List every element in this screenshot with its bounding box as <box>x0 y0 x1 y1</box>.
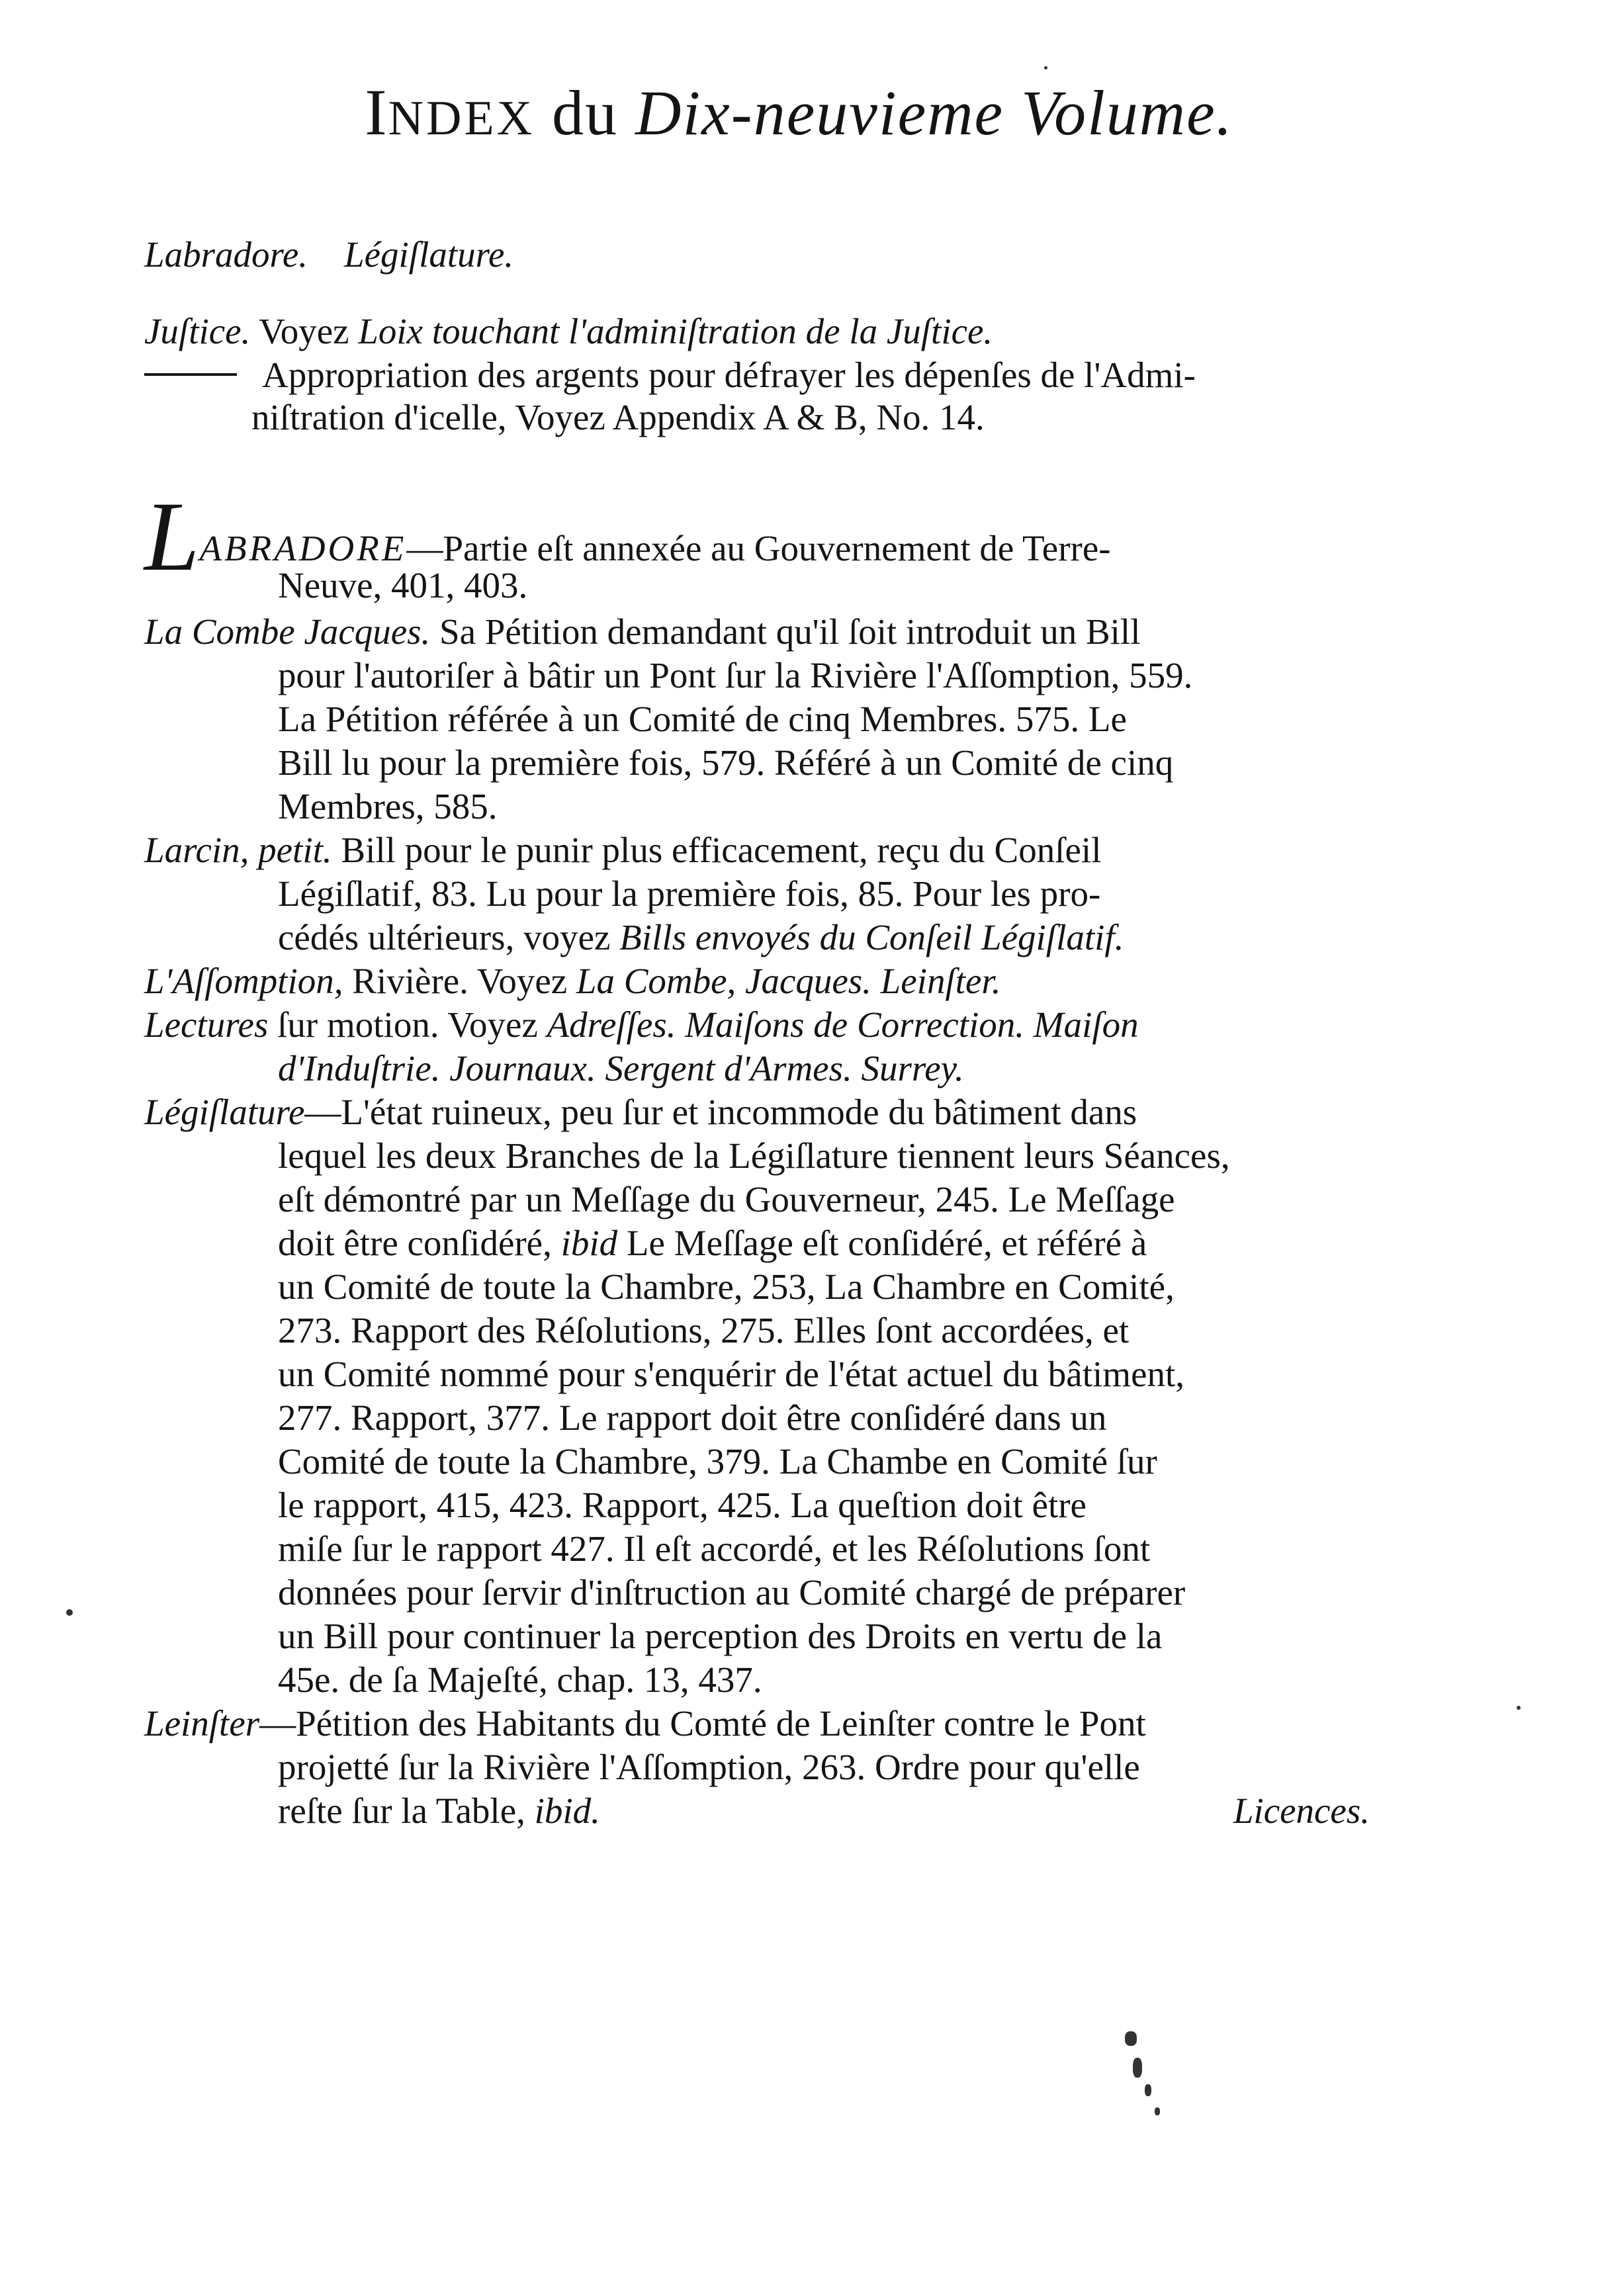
entry-larcin-line3: cédés ultérieurs, voyez Bills envoyés du Conſeil Légiſlatif. <box>278 917 1124 957</box>
title-volume: Dix-neuvieme Volume. <box>635 77 1233 148</box>
scan-speck <box>1044 66 1047 69</box>
running-head-left: Labradore. <box>144 234 308 275</box>
entry-legislature-line2: lequel les deux Branches de la Légiſlature tiennent leurs Séances, <box>278 1135 1230 1176</box>
entry-leinster-line3: reſte ſur la Table, ibid. <box>278 1790 600 1831</box>
entry-head: Légiſlature <box>144 1092 305 1132</box>
entry-leinster-line2: projetté ſur la Rivière l'Aſſomption, 263. Ordre pour qu'elle <box>278 1747 1140 1787</box>
entry-legislature-line6: 273. Rapport des Réſolutions, 275. Elles ſont accordées, et <box>278 1310 1130 1350</box>
entry-head: Lectures <box>144 1004 269 1045</box>
entry-la-combe-line5: Membres, 585. <box>278 786 498 826</box>
entry-head: La Combe Jacques. <box>144 611 431 652</box>
entry-larcin-line2: Légiſlatif, 83. Lu pour la première fois, 85. Pour les pro- <box>278 873 1101 914</box>
running-heads <box>144 233 513 277</box>
entry-justice-sub-cont: niſtration d'icelle, Voyez Appendix A & B, No. 14. <box>251 397 985 437</box>
entry-head: ABRADORE <box>199 528 407 568</box>
catchword: Licences. <box>1233 1790 1370 1831</box>
entry-legislature-line9: Comité de toute la Chambre, 379. La Chambe en Comité ſur <box>278 1441 1157 1481</box>
entry-head: Juſtice. <box>144 311 251 351</box>
entry-legislature-line3: eſt démontré par un Meſſage du Gouverneur, 245. Le Meſſage <box>278 1179 1175 1219</box>
entry-legislature-line13: un Bill pour continuer la perception des Droits en vertu de la <box>278 1616 1163 1656</box>
entry-lectures-line2: d'Induſtrie. Journaux. Sergent d'Armes. Surrey. <box>278 1048 964 1088</box>
scan-blot <box>1145 2084 1151 2096</box>
entry-legislature-line11: miſe ſur le rapport 427. Il eſt accordé, et les Réſolutions ſont <box>278 1528 1151 1569</box>
entry-leinster: Leinſter—Pétition des Habitants du Comté de Leinſter contre le Pont <box>144 1703 1146 1744</box>
scan-blot <box>1155 2107 1160 2115</box>
title-du: du <box>552 77 619 148</box>
entry-labradore-cont: Neuve, 401, 403. <box>278 565 528 605</box>
entry-lectures: Lectures ſur motion. Voyez Adreſſes. Maiſons de Correction. Maiſon <box>144 1004 1139 1045</box>
entry-head: L'Aſſomption, <box>144 961 343 1001</box>
entry-assomption: L'Aſſomption, Rivière. Voyez La Combe, Jacques. Leinſter. <box>144 961 1001 1001</box>
entry-head: Leinſter <box>144 1703 260 1744</box>
page-title <box>0 74 1598 150</box>
entry-legislature-line10: le rapport, 415, 423. Rapport, 425. La queſtion doit être <box>278 1485 1087 1525</box>
running-head-right: Légiſlature. <box>344 234 514 275</box>
entry-legislature-line14: 45e. de ſa Majeſté, chap. 13, 437. <box>278 1659 762 1700</box>
entry-legislature-line7: un Comité nommé pour s'enquérir de l'état actuel du bâtiment, <box>278 1354 1185 1394</box>
entry-legislature-line5: un Comité de toute la Chambre, 253, La Chambre en Comité, <box>278 1266 1175 1307</box>
entry-legislature: Légiſlature—L'état ruineux, peu ſur et incommode du bâtiment dans <box>144 1092 1137 1132</box>
entry-labradore: LABRADORE—Partie eſt annexée au Gouvernement de Terre- <box>144 482 1111 592</box>
scan-speck <box>66 1609 73 1616</box>
entry-larcin: Larcin, petit. Bill pour le punir plus efficacement, reçu du Conſeil <box>144 830 1102 870</box>
entry-la-combe-line2: pour l'autoriſer à bâtir un Pont ſur la Rivière l'Aſſomption, 559. <box>278 655 1193 695</box>
entry-la-combe: La Combe Jacques. Sa Pétition demandant qu'il ſoit introduit un Bill <box>144 611 1141 652</box>
scan-blot <box>1125 2031 1137 2046</box>
drop-initial: L <box>144 482 200 592</box>
entry-legislature-line4: doit être conſidéré, ibid Le Meſſage eſt conſidéré, et référé à <box>278 1223 1147 1263</box>
entry-la-combe-line4: Bill lu pour la première fois, 579. Référé à un Comité de cinq <box>278 742 1174 783</box>
scan-blot <box>1133 2058 1142 2078</box>
entry-head: Larcin, petit. <box>144 830 332 870</box>
entry-la-combe-line3: La Pétition référée à un Comité de cinq Membres. 575. Le <box>278 699 1127 739</box>
scan-speck <box>1517 1706 1521 1710</box>
entry-justice-sub: Appropriation des argents pour défrayer les dépenſes de l'Admi- <box>144 353 1196 397</box>
title-initial: I <box>365 75 388 149</box>
entry-legislature-line8: 277. Rapport, 377. Le rapport doit être conſidéré dans un <box>278 1397 1107 1438</box>
title-smallcaps: NDEX <box>388 91 535 146</box>
entry-justice: Juſtice. Voyez Loix touchant l'adminiſtration de la Juſtice. <box>144 311 993 351</box>
em-dash-rule <box>144 373 237 376</box>
entry-legislature-line12: données pour ſervir d'inſtruction au Comité chargé de préparer <box>278 1572 1186 1612</box>
